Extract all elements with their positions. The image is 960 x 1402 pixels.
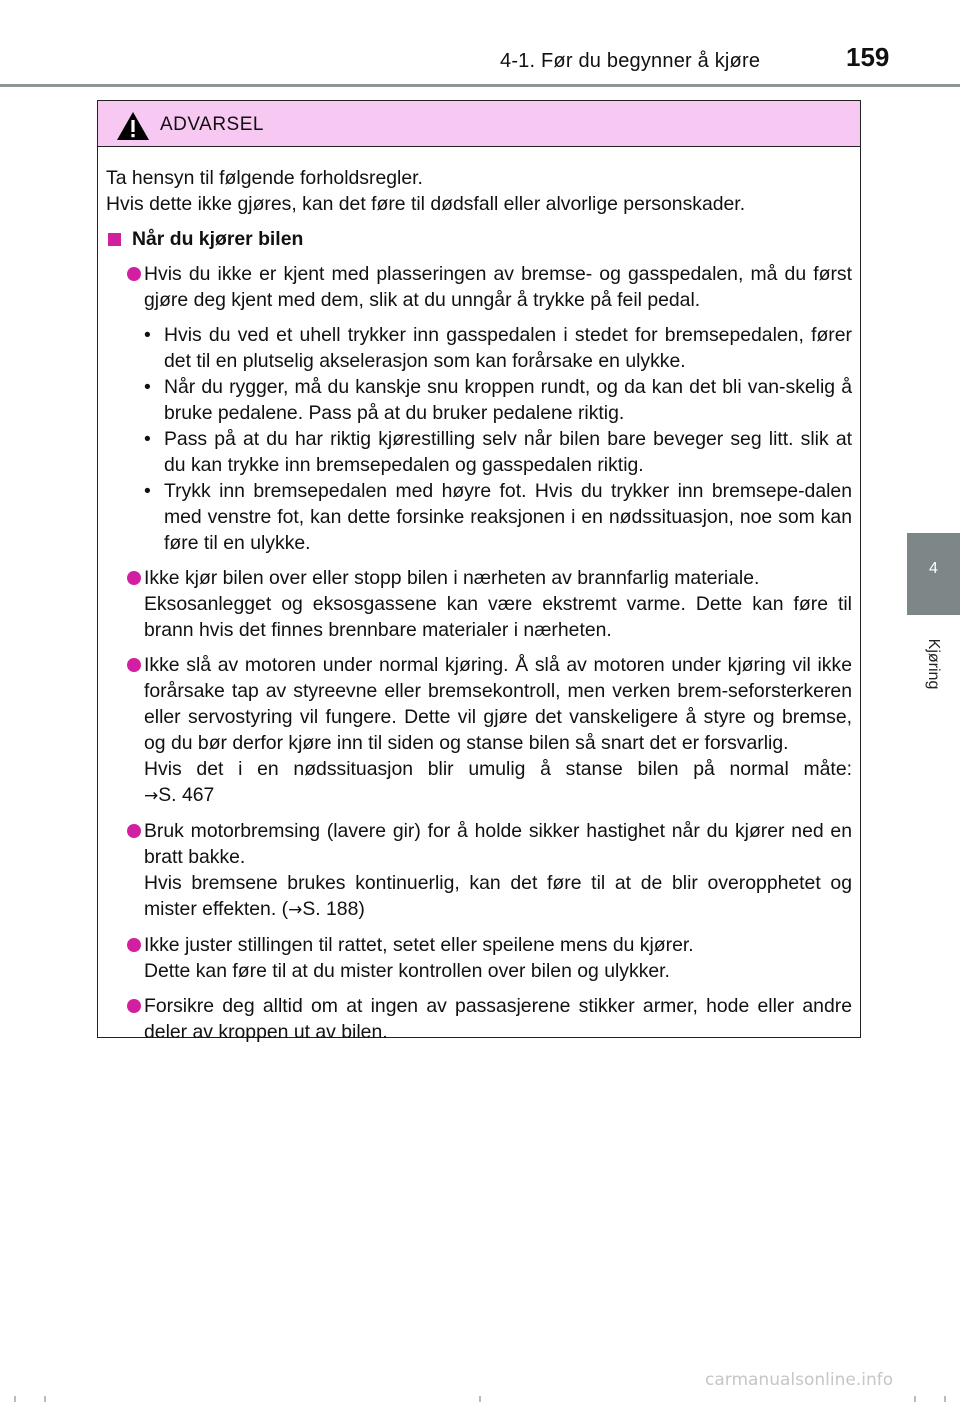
circle-bullet-icon	[127, 938, 141, 952]
crop-mark	[44, 1396, 46, 1402]
warning-item-flammable	[106, 565, 852, 643]
warning-intro-line-2: Hvis dette ikke gjøres, kan det føre til dødsfall eller alvorlige personskader.	[106, 193, 746, 215]
arrow-right-icon: →	[288, 900, 303, 920]
sub-bullet-text: Hvis du ved et uhell trykker inn gasspedalen i stedet for bremsepedalen, fører det til en plutselig akselerasjon som kan forårsake en ulykke.	[164, 324, 852, 372]
watermark: carmanualsonline.info	[705, 1370, 894, 1390]
circle-bullet-icon	[127, 267, 141, 281]
warning-body	[98, 147, 860, 1045]
circle-bullet-icon	[127, 999, 141, 1013]
sub-bullet-item	[106, 322, 852, 374]
warning-intro-line-1: Ta hensyn til følgende forholdsregler.	[106, 167, 423, 189]
header-rule	[0, 84, 960, 87]
warning-item-text: Ikke kjør bilen over eller stopp bilen i nærheten av brannfarlig materiale.	[144, 567, 760, 589]
warning-triangle-icon	[116, 111, 150, 141]
sub-bullet-item	[106, 374, 852, 426]
warning-item-text: Dette kan føre til at du mister kontrollen over bilen og ulykker.	[144, 960, 670, 982]
sub-bullet-text: Pass på at du har riktig kjørestilling selv når bilen bare beveger seg litt. slik at du kan trykke inn bremsepedalen og gasspedalen riktig.	[164, 428, 852, 476]
crop-mark	[944, 1396, 946, 1402]
warning-item-text: Ikke slå av motoren under normal kjøring. Å slå av motoren under kjøring vil ikke forårsake tap av styreevne eller bremsekontroll, men verken brem-seforsterkeren eller servostyring vil fungere. Dette vil gjøre det vanskeligere å styre og bremse, og du bør derfor kjøre inn til siden og stanse bilen så snart det er forsvarlig.	[144, 654, 852, 754]
square-bullet-icon	[108, 233, 121, 246]
warning-item-engine-braking	[106, 818, 852, 923]
crop-mark	[914, 1396, 916, 1402]
warning-item-text: Hvis du ikke er kjent med plasseringen av bremse- og gasspedalen, må du først gjøre deg kjent med dem, slik at du unngår å trykke på feil pedal.	[144, 263, 852, 311]
warning-item-text: Ikke juster stillingen til rattet, setet eller speilene mens du kjører.	[144, 934, 694, 956]
chapter-tab	[907, 533, 960, 615]
sub-bullet-item	[106, 478, 852, 556]
warning-item-passengers	[106, 993, 852, 1045]
crop-mark	[479, 1396, 481, 1402]
circle-bullet-icon	[127, 824, 141, 838]
warning-item-text	[144, 870, 852, 923]
warning-item-text: Bruk motorbremsing (lavere gir) for å holde sikker hastighet når du kjører ned en bratt bakke.	[144, 820, 852, 868]
sub-bullet-item	[106, 426, 852, 478]
page-number: 159	[846, 42, 890, 72]
page-reference	[144, 782, 852, 809]
page-reference-text: S. 188)	[302, 898, 365, 920]
warning-item-text: Forsikre deg alltid om at ingen av passasjerene stikker armer, hode eller andre deler av kroppen ut av bilen.	[144, 995, 852, 1043]
page-reference-text: S. 467	[158, 784, 215, 806]
chapter-tab-label-text: Kjøring	[925, 638, 942, 690]
sub-bullet-text: Når du rygger, må du kanskje snu kroppen rundt, og da kan det bli van-skelig å bruke pedalene. Pass på at du bruker pedalene riktig.	[164, 376, 852, 424]
chapter-tab-number: 4	[929, 560, 938, 577]
sub-bullet-text: Trykk inn bremsepedalen med høyre fot. Hvis du trykker inn bremsepe-dalen med venstre fot, kan dette forsinke reaksjonen i en nødssituasjon, noe som kan føre til en ulykke.	[164, 480, 852, 554]
warning-item-pedals	[106, 261, 852, 313]
dot-bullet-icon: •	[144, 324, 151, 346]
warning-item-text: Hvis det i en nødssituasjon blir umulig å stanse bilen på normal måte:	[144, 758, 852, 780]
chapter-tab-label	[920, 630, 940, 700]
warning-header	[98, 101, 860, 147]
dot-bullet-icon: •	[144, 480, 151, 502]
warning-item-text-part: Hvis bremsene brukes kontinuerlig, kan det føre til at de blir overopphetet og mister effekten. (	[144, 872, 852, 920]
warning-item-engine-off	[106, 652, 852, 809]
dot-bullet-icon: •	[144, 428, 151, 450]
dot-bullet-icon: •	[144, 376, 151, 398]
warning-title: ADVARSEL	[160, 114, 264, 135]
crop-mark	[14, 1396, 16, 1402]
warning-box	[97, 100, 861, 1043]
warning-subheading-text: Når du kjører bilen	[132, 228, 304, 250]
circle-bullet-icon	[127, 658, 141, 672]
header-section-title: 4-1. Før du begynner å kjøre	[500, 50, 761, 72]
arrow-right-icon: →	[144, 786, 159, 806]
warning-subheading	[106, 226, 852, 252]
circle-bullet-icon	[127, 571, 141, 585]
warning-item-adjust	[106, 932, 852, 984]
sub-bullet-list	[106, 322, 852, 556]
warning-item-text: Eksosanlegget og eksosgassene kan være ekstremt varme. Dette kan føre til brann hvis det finnes brennbare materialer i nærheten.	[144, 593, 852, 641]
